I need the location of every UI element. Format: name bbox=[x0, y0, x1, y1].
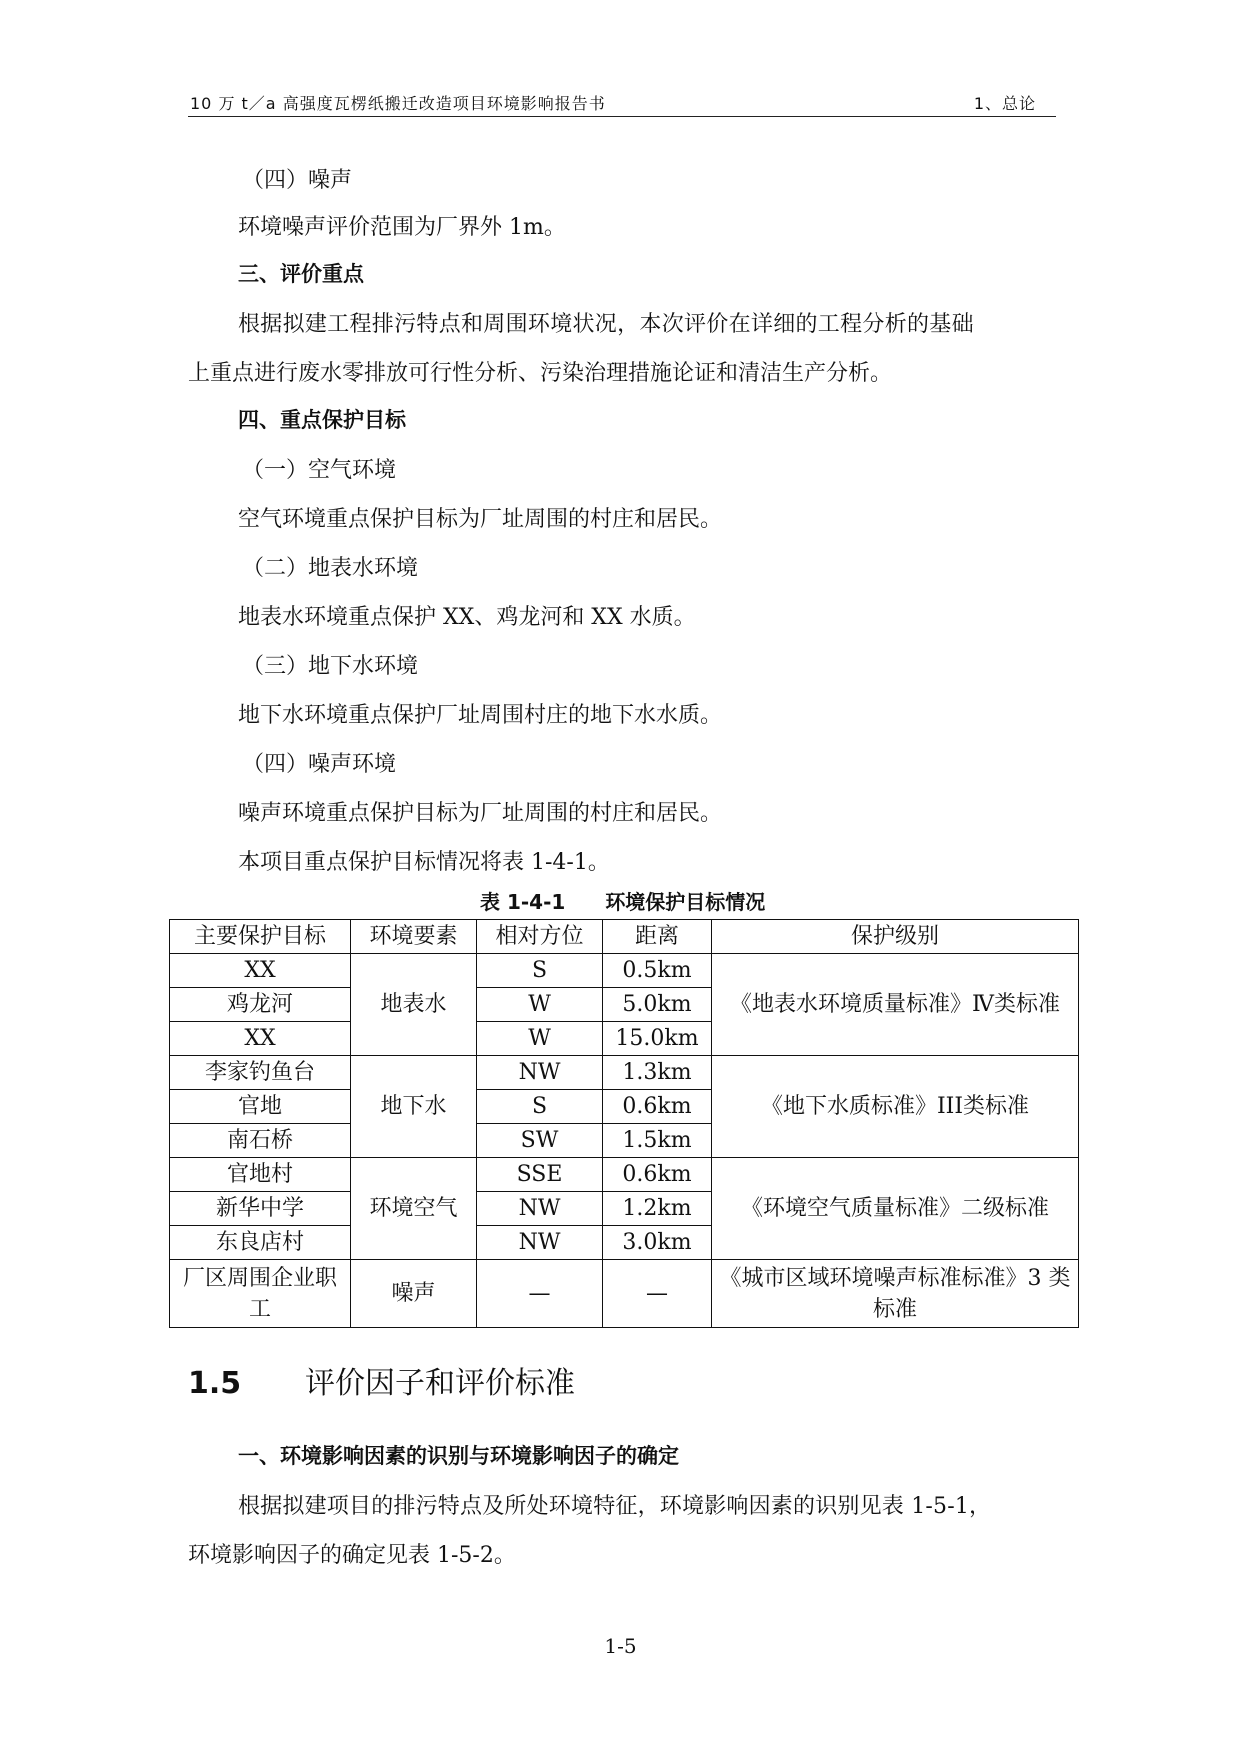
heading-protection-targets: 四、重点保护目标 bbox=[238, 408, 406, 432]
table-header-row bbox=[170, 920, 1079, 954]
element-cell: 地下水 bbox=[351, 1056, 477, 1158]
direction-cell: S bbox=[477, 1090, 603, 1124]
target-cell: 李家钓鱼台 bbox=[170, 1056, 351, 1090]
target-cell: 鸡龙河 bbox=[170, 988, 351, 1022]
table-caption bbox=[480, 886, 765, 915]
direction-cell: NW bbox=[477, 1192, 603, 1226]
subheading-surface-water: （二）地表水环境 bbox=[242, 556, 419, 581]
table-header-cell: 相对方位 bbox=[477, 920, 603, 954]
subheading-air: （一）空气环境 bbox=[242, 458, 397, 483]
direction-cell: — bbox=[477, 1260, 603, 1328]
target-cell: XX bbox=[170, 1022, 351, 1056]
distance-cell: — bbox=[603, 1260, 712, 1328]
distance-cell: 0.6km bbox=[603, 1158, 712, 1192]
level-cell: 《地下水质标准》III类标准 bbox=[712, 1056, 1079, 1158]
distance-cell: 0.5km bbox=[603, 954, 712, 988]
target-cell: 厂区周围企业职工 bbox=[170, 1260, 351, 1328]
distance-cell: 15.0km bbox=[603, 1022, 712, 1056]
paragraph-focus-line1: 根据拟建工程排污特点和周围环境状况，本次评价在详细的工程分析的基础 bbox=[238, 312, 974, 337]
target-cell: XX bbox=[170, 954, 351, 988]
distance-cell: 1.2km bbox=[603, 1192, 712, 1226]
direction-cell: SSE bbox=[477, 1158, 603, 1192]
subheading-noise: （四）噪声 bbox=[242, 168, 353, 193]
element-cell: 地表水 bbox=[351, 954, 477, 1056]
distance-cell: 1.3km bbox=[603, 1056, 712, 1090]
section-title: 评价因子和评价标准 bbox=[305, 1366, 575, 1401]
table-row bbox=[170, 1260, 1079, 1328]
page-number: 1-5 bbox=[604, 1634, 637, 1658]
paragraph-noise-env: 噪声环境重点保护目标为厂址周围的村庄和居民。 bbox=[238, 801, 723, 826]
element-cell: 噪声 bbox=[351, 1260, 477, 1328]
subheading-groundwater: （三）地下水环境 bbox=[242, 654, 419, 679]
section-number: 1.5 bbox=[188, 1366, 242, 1401]
level-cell: 《城市区域环境噪声标准标准》3 类标准 bbox=[712, 1260, 1079, 1328]
direction-cell: NW bbox=[477, 1056, 603, 1090]
paragraph-surface-water: 地表水环境重点保护 XX、鸡龙河和 XX 水质。 bbox=[238, 605, 696, 630]
header-title: 10 万 t／a 高强度瓦楞纸搬迁改造项目环境影响报告书 bbox=[190, 94, 606, 113]
element-cell: 环境空气 bbox=[351, 1158, 477, 1260]
table-row bbox=[170, 954, 1079, 988]
running-header bbox=[188, 88, 1056, 117]
target-cell: 新华中学 bbox=[170, 1192, 351, 1226]
paragraph-table-ref: 本项目重点保护目标情况将表 1-4-1。 bbox=[238, 850, 610, 875]
table-header-cell: 保护级别 bbox=[712, 920, 1079, 954]
target-cell: 南石桥 bbox=[170, 1124, 351, 1158]
distance-cell: 3.0km bbox=[603, 1226, 712, 1260]
level-cell: 《地表水环境质量标准》Ⅳ类标准 bbox=[712, 954, 1079, 1056]
target-cell: 官地 bbox=[170, 1090, 351, 1124]
direction-cell: W bbox=[477, 988, 603, 1022]
direction-cell: S bbox=[477, 954, 603, 988]
distance-cell: 0.6km bbox=[603, 1090, 712, 1124]
direction-cell: W bbox=[477, 1022, 603, 1056]
header-chapter: 1、总论 bbox=[973, 94, 1036, 113]
distance-cell: 1.5km bbox=[603, 1124, 712, 1158]
distance-cell: 5.0km bbox=[603, 988, 712, 1022]
paragraph-focus-line2: 上重点进行废水零排放可行性分析、污染治理措施论证和清洁生产分析。 bbox=[188, 361, 893, 386]
table-header-cell: 主要保护目标 bbox=[170, 920, 351, 954]
paragraph-noise-range: 环境噪声评价范围为厂界外 1m。 bbox=[238, 215, 566, 240]
subheading-noise-env: （四）噪声环境 bbox=[242, 752, 397, 777]
paragraph-air: 空气环境重点保护目标为厂址周围的村庄和居民。 bbox=[238, 507, 723, 532]
paragraph-groundwater: 地下水环境重点保护厂址周围村庄的地下水水质。 bbox=[238, 703, 723, 728]
direction-cell: NW bbox=[477, 1226, 603, 1260]
protection-targets-table bbox=[169, 919, 1079, 1328]
heading-factor-identification: 一、环境影响因素的识别与环境影响因子的确定 bbox=[238, 1444, 679, 1468]
table-caption-number: 表 1-4-1 bbox=[480, 890, 566, 914]
table-header-cell: 环境要素 bbox=[351, 920, 477, 954]
section-heading bbox=[188, 1358, 575, 1402]
paragraph-factor-line1: 根据拟建项目的排污特点及所处环境特征，环境影响因素的识别见表 1-5-1， bbox=[238, 1494, 992, 1519]
table-header-cell: 距离 bbox=[603, 920, 712, 954]
level-cell: 《环境空气质量标准》二级标准 bbox=[712, 1158, 1079, 1260]
target-cell: 官地村 bbox=[170, 1158, 351, 1192]
table-row bbox=[170, 1158, 1079, 1192]
table-caption-title: 环境保护目标情况 bbox=[605, 890, 766, 914]
paragraph-factor-line2: 环境影响因子的确定见表 1-5-2。 bbox=[188, 1543, 516, 1568]
heading-evaluation-focus: 三、评价重点 bbox=[238, 262, 364, 286]
table-row bbox=[170, 1056, 1079, 1090]
direction-cell: SW bbox=[477, 1124, 603, 1158]
target-cell: 东良店村 bbox=[170, 1226, 351, 1260]
